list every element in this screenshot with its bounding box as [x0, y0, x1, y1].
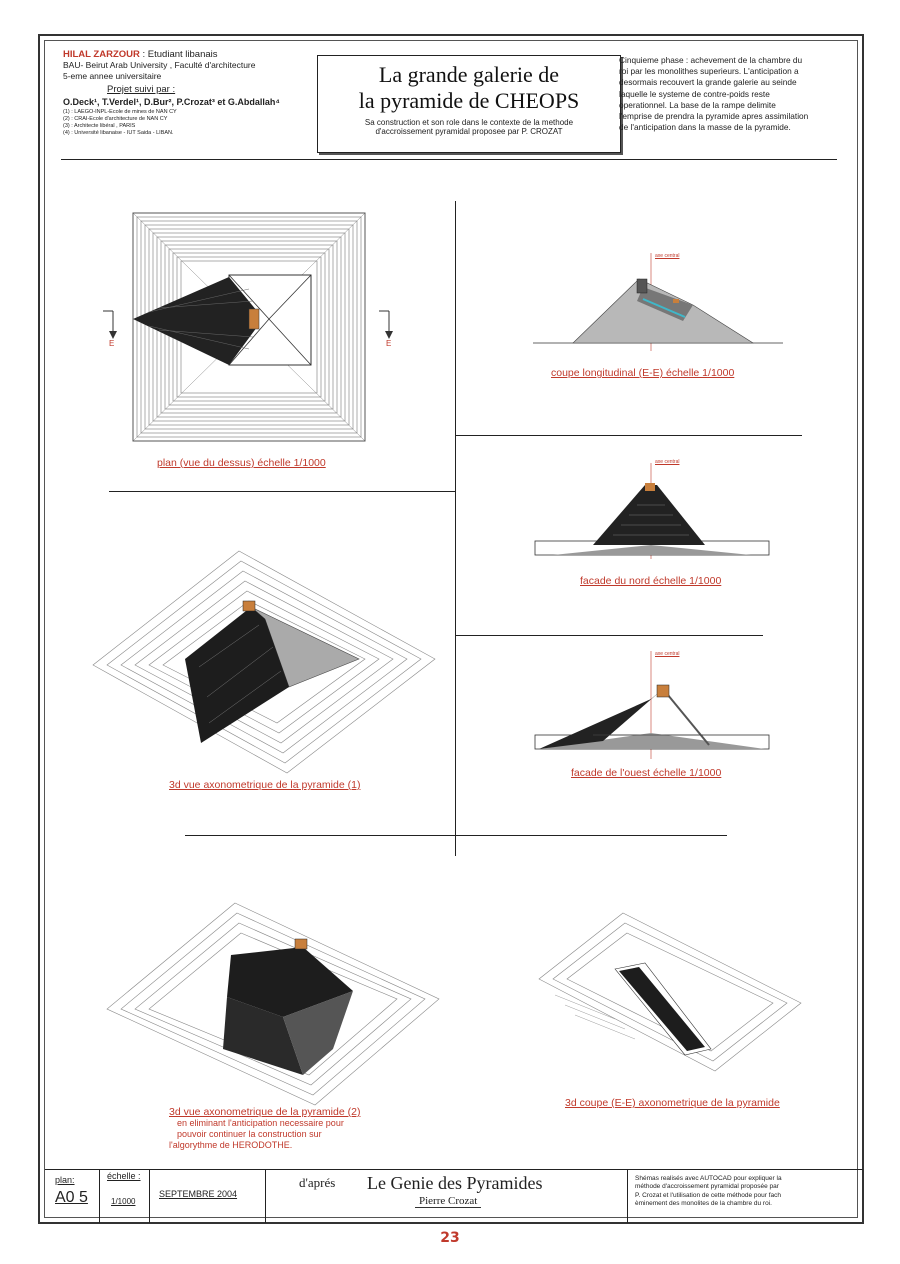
axo2-note-1: en eliminant l'anticipation necessaire pour — [177, 1118, 344, 1128]
footer-note — [635, 1175, 859, 1209]
header-author-block — [63, 49, 313, 137]
axo2-note-2: pouvoir continuer la construction sur — [177, 1129, 322, 1139]
coupe-caption — [551, 367, 734, 379]
separator-right-2 — [455, 635, 763, 636]
footer-divider-4 — [627, 1169, 628, 1223]
facade-nord-drawing — [533, 461, 771, 561]
footer-note-4: èminement des monolites de la chambre du roi. — [635, 1200, 772, 1208]
footnote-3: (3) : Architecte libéral , PARIS — [63, 123, 136, 129]
supervised-label: Projet suivi par : — [107, 84, 176, 95]
ouest-caption-text: facade de l'ouest — [571, 767, 651, 779]
title-box — [317, 55, 621, 153]
footer-book-title: Le Genie des Pyramides — [367, 1173, 543, 1193]
nord-caption-text: facade du nord — [580, 575, 651, 587]
plan-view-drawing — [129, 209, 379, 445]
coupe-longitudinal-drawing — [533, 249, 783, 361]
nord-axis-label: axe central — [655, 459, 680, 465]
nord-caption-scale: échelle 1/1000 — [650, 575, 722, 587]
nord-caption — [580, 575, 721, 587]
plan-ramp — [133, 277, 257, 365]
separator-right-1 — [455, 435, 802, 436]
axo2-note-3: l'algorythme de HERODOTHE. — [169, 1140, 293, 1150]
title-line1: La grande galerie de — [378, 62, 560, 87]
footnote-1: (1) : LAEGO-INPL-Ecole de mines de NAN CY — [63, 109, 177, 115]
axonometric-view-2-drawing — [103, 899, 443, 1109]
axo3-gallery — [619, 967, 705, 1051]
axo1-caption: 3d vue axonometrique de la pyramide (1) — [169, 779, 361, 791]
author-name: HILAL ZARZOUR — [63, 49, 140, 60]
subtitle-line2: d'accroissement pyramidal proposee par P. CROZAT — [375, 127, 563, 136]
page-number: 23 — [440, 1230, 460, 1246]
plan-caption-scale: échelle 1/1000 — [254, 457, 326, 469]
axonometric-view-1-drawing — [89, 547, 439, 777]
footer-date: SEPTEMBRE 2004 — [159, 1189, 238, 1199]
phase-line-7: de l'anticipation dans la masse de la pyramide. — [619, 122, 791, 133]
axo3-caption: 3d coupe (E-E) axonometrique de la pyramide — [565, 1097, 780, 1109]
footer-plan-label: plan: — [55, 1175, 75, 1185]
phase-line-6: l'emprise de prendra la pyramide apres assimilation — [619, 111, 809, 122]
phase-description — [619, 55, 855, 133]
plan-caption — [157, 457, 326, 469]
coupe-caption-scale: échelle 1/1000 — [663, 367, 735, 379]
phase-line-5: operationnel. La base de la rampe delimite — [619, 99, 776, 110]
coupe-caption-text: coupe longitudinal (E-E) — [551, 367, 664, 379]
plan-caption-text: plan (vue du dessus) — [157, 457, 255, 469]
axo2-caption: 3d vue axonometrique de la pyramide (2) — [169, 1106, 361, 1118]
coupe-axis-label: axe central — [655, 253, 680, 259]
separator-left-1 — [109, 491, 455, 492]
author-line — [63, 49, 313, 60]
footer-top-rule — [45, 1169, 863, 1170]
ouest-axis-label: axe central — [655, 651, 680, 657]
footer-book-author: Pierre Crozat — [415, 1195, 481, 1208]
footer-plan-value: A0 5 — [55, 1189, 88, 1206]
title-line2: la pyramide de CHEOPS — [358, 88, 580, 113]
phase-line-3: desormais recouvert la grande galerie au seinde — [619, 77, 797, 88]
supervisors: O.Deck¹, T.Verdel¹, D.Bur², P.Crozat³ et G.Abdallah⁴ — [63, 97, 280, 107]
plan-king-chamber — [249, 309, 259, 329]
drawing-sheet — [38, 34, 864, 1224]
sheet-inner-frame — [44, 40, 858, 1218]
axonometric-section-drawing — [535, 909, 805, 1075]
subtitle-line1: Sa construction et son role dans le contexte de la methode — [364, 118, 574, 127]
vertical-separator — [455, 201, 456, 856]
ouest-caption-scale: échelle 1/1000 — [650, 767, 722, 779]
author-role: : Etudiant libanais — [142, 49, 218, 60]
section-marker-left-label: E — [109, 339, 115, 348]
ouest-caption — [571, 767, 721, 779]
footer-divider-2 — [149, 1169, 150, 1223]
footnote-4: (4) : Université libanaise - IUT Saida - LIBAN. — [63, 130, 174, 136]
affiliation-line2: 5-eme annee universitaire — [63, 71, 162, 81]
phase-line-2: roi par les monolithes superieurs. L'anticipation a — [619, 66, 799, 77]
footer-divider-1 — [99, 1169, 100, 1223]
axo3-contours — [539, 913, 801, 1071]
footer-note-3: P. Crozat et l'utilisation de cette méthode pour fach — [635, 1191, 782, 1199]
section-marker-right-label: E — [386, 339, 392, 348]
footnote-2: (2) : CRAI-Ecole d'architecture de NAN CY — [63, 116, 168, 122]
footer-divider-3 — [265, 1169, 266, 1223]
affiliation-line1: BAU- Beirut Arab University , Faculté d'architecture — [63, 60, 256, 70]
footer-after: d'aprés — [299, 1175, 336, 1190]
phase-line-1: Cinquieme phase : achevement de la chambre du — [619, 55, 803, 65]
facade-ouest-drawing — [533, 649, 771, 761]
footer-scale-label: échelle : — [107, 1171, 141, 1181]
footer-note-1: Shémas realisés avec AUTOCAD pour expliquer la — [635, 1175, 782, 1182]
phase-line-4: laquelle le systeme de contre-poids reste — [619, 88, 770, 99]
header-rule — [61, 159, 837, 160]
separator-middle — [185, 835, 727, 836]
footer-note-2: méthode d'accroissement pyramidal proposée par — [635, 1183, 779, 1191]
axo2-caption-block — [169, 1107, 360, 1151]
footer-scale-value: 1/1000 — [111, 1197, 136, 1206]
